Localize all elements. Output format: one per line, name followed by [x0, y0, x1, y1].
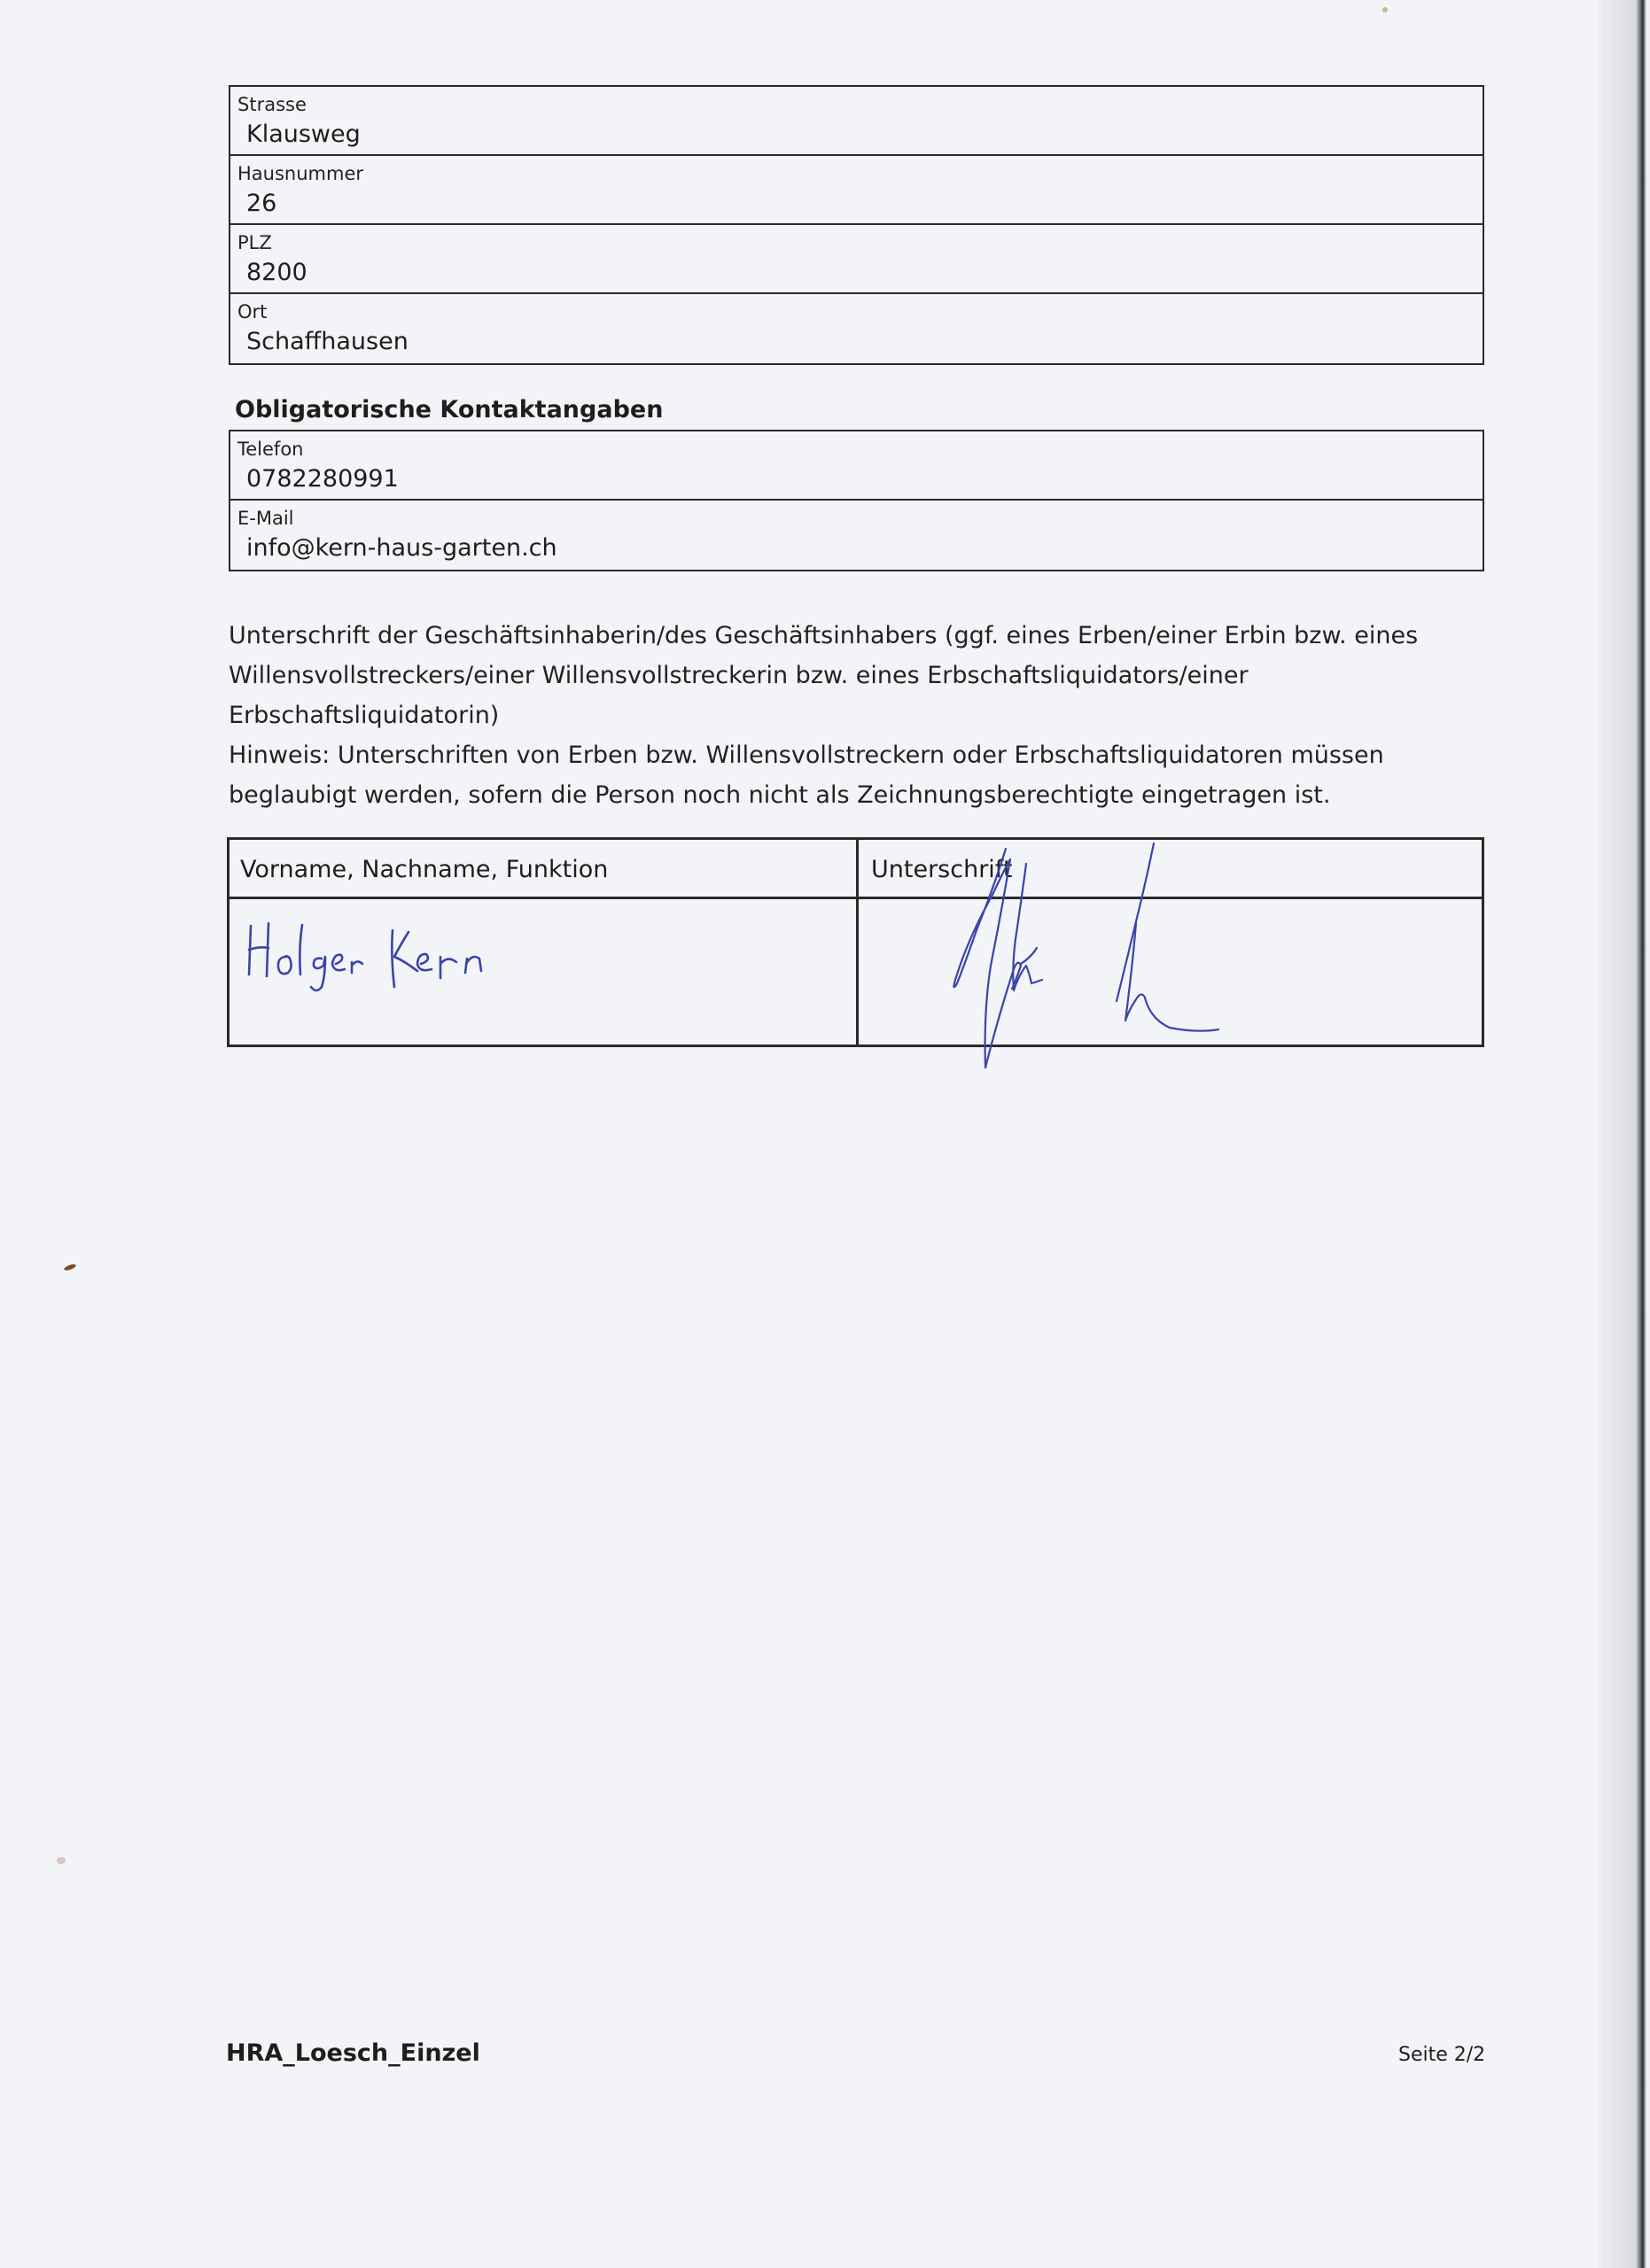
email-row: [230, 501, 1483, 570]
scan-speck: [57, 1857, 66, 1864]
handwritten-name: [244, 913, 527, 992]
signature-scribble: [913, 833, 1214, 1081]
email-label: E-Mail: [237, 508, 294, 529]
contact-heading: Obligatorische Kontaktangaben: [235, 396, 664, 423]
address-table: [229, 85, 1484, 365]
house-number-value: 26: [246, 190, 277, 217]
contact-table: [229, 430, 1484, 571]
city-row: [230, 294, 1483, 363]
street-value: Klausweg: [246, 120, 361, 148]
name-function-header: Vorname, Nachname, Funktion: [240, 856, 609, 883]
page-number: Seite 2/2: [1398, 2044, 1486, 2066]
signature-table-column-divider: [856, 840, 859, 1045]
signature-header: Unterschrift: [871, 856, 1013, 883]
postal-code-label: PLZ: [237, 232, 272, 253]
signature-table-header-divider: [230, 897, 1482, 899]
signature-note: Hinweis: Unterschriften von Erben bzw. Willensvollstreckern oder Erbschaftsliquidatoren müssen beglaubigt werden, sofern die Person noch nicht als Zeichnungsberechtigte eingetragen ist.: [229, 742, 1384, 809]
city-value: Schaffhausen: [246, 328, 409, 355]
postal-code-value: 8200: [246, 259, 307, 286]
phone-row: [230, 431, 1483, 501]
signature-instruction-text: [229, 616, 1505, 815]
postal-code-row: [230, 225, 1483, 294]
street-label: Strasse: [237, 94, 307, 115]
house-number-row: [230, 156, 1483, 225]
city-label: Ort: [237, 301, 268, 322]
phone-value: 0782280991: [246, 465, 399, 493]
scanner-page-edge: [1604, 0, 1650, 2268]
street-row: [230, 87, 1483, 156]
scan-speck: [1382, 7, 1388, 12]
phone-label: Telefon: [237, 439, 304, 460]
signature-instruction: Unterschrift der Geschäftsinhaberin/des Geschäftsinhabers (ggf. eines Erben/einer Erbin bzw. eines Willensvollstreckers/einer Willensvollstreckerin bzw. eines Erbschaftsliquidators/einer Erbschaftsliquidatorin): [229, 622, 1419, 729]
document-name: HRA_Loesch_Einzel: [226, 2039, 480, 2067]
scan-speck: [64, 1263, 77, 1271]
house-number-label: Hausnummer: [237, 163, 363, 184]
email-value: info@kern-haus-garten.ch: [246, 534, 557, 562]
